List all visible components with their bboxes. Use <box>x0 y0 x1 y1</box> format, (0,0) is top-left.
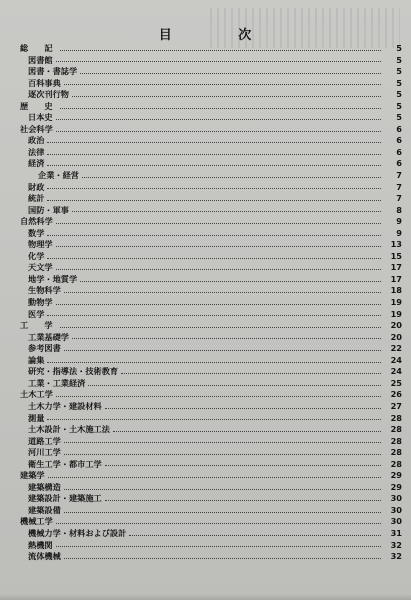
toc-entry <box>0 43 411 55</box>
toc-entry-page-number: 22 <box>390 343 402 354</box>
toc-entry-page-number: 6 <box>396 123 402 134</box>
dot-leader <box>56 246 381 247</box>
dot-leader <box>80 73 381 74</box>
toc-entry-page-number: 5 <box>396 66 402 77</box>
toc-entry <box>0 135 411 147</box>
toc-entry-page-number: 20 <box>390 320 402 331</box>
toc-entry-label: 研究・指導法・技術教育 <box>28 366 119 377</box>
dot-leader <box>56 269 381 270</box>
dot-leader <box>60 327 381 328</box>
toc-entry-label: 土木工学 <box>20 389 53 400</box>
toc-entry <box>0 366 411 378</box>
dot-leader <box>64 350 381 351</box>
toc-entry-page-number: 5 <box>396 112 402 123</box>
toc-entry-label: 統計 <box>28 193 45 204</box>
toc-entry-label: 測量 <box>28 412 45 423</box>
dot-leader <box>105 465 381 466</box>
toc-entry <box>0 436 411 448</box>
dot-leader <box>72 96 381 97</box>
toc-entry-label: 百科事典 <box>28 77 61 88</box>
dot-leader <box>60 50 381 51</box>
dot-leader <box>56 523 381 524</box>
toc-entry <box>0 89 411 101</box>
toc-entry <box>0 424 411 436</box>
toc-entry-page-number: 9 <box>396 227 402 238</box>
toc-entry <box>0 285 411 297</box>
toc-entry-page-number: 32 <box>390 539 402 550</box>
dot-leader <box>48 477 381 478</box>
toc-entry-page-number: 28 <box>390 412 402 423</box>
toc-entry <box>0 528 411 540</box>
toc-entry-page-number: 25 <box>390 377 402 388</box>
toc-entry-label: 建築学 <box>20 470 45 481</box>
toc-entry <box>0 228 411 240</box>
dot-leader <box>47 142 381 143</box>
toc-entry-page-number: 18 <box>390 285 402 296</box>
toc-entry <box>0 516 411 528</box>
toc-entry <box>0 413 411 425</box>
dot-leader <box>80 281 381 282</box>
toc-entry <box>0 505 411 517</box>
dot-leader <box>56 61 381 62</box>
toc-entry-page-number: 7 <box>396 170 402 181</box>
toc-entry-label: 自然科学 <box>20 216 53 227</box>
toc-entry-label: 財政 <box>28 181 45 192</box>
dot-leader <box>60 108 381 109</box>
toc-entry-label: 医学 <box>28 308 45 319</box>
toc-entry-label: 化学 <box>28 250 45 261</box>
toc-entry-label: 熱機関 <box>28 539 53 550</box>
toc-entry-label: 経済 <box>28 158 45 169</box>
toc-entry <box>0 470 411 482</box>
toc-entry-label: 工 学 <box>20 320 57 331</box>
toc-entry <box>0 170 411 182</box>
toc-entry <box>0 447 411 459</box>
toc-entry-label: 建築構造 <box>28 481 61 492</box>
dot-leader <box>88 385 381 386</box>
toc-entry-label: 政治 <box>28 135 45 146</box>
toc-entry-page-number: 30 <box>390 493 402 504</box>
toc-entry-page-number: 6 <box>396 158 402 169</box>
toc-entry-page-number: 5 <box>396 100 402 111</box>
toc-entry <box>0 239 411 251</box>
toc-entry-label: 土木設計・土木施工法 <box>28 424 110 435</box>
title-char-right: 次 <box>238 28 253 43</box>
toc-entry-label: 建築設計・建築施工 <box>28 493 102 504</box>
toc-entry <box>0 78 411 90</box>
toc-entry-page-number: 29 <box>390 470 402 481</box>
toc-entry <box>0 309 411 321</box>
toc-entry-page-number: 5 <box>396 89 402 100</box>
toc-entry-label: 逐次刊行物 <box>28 89 69 100</box>
dot-leader <box>105 500 381 501</box>
toc-entry-page-number: 6 <box>396 146 402 157</box>
dot-leader <box>72 338 381 339</box>
dot-leader <box>129 535 381 536</box>
toc-entry-page-number: 24 <box>390 354 402 365</box>
toc-entry <box>0 343 411 355</box>
toc-entry-label: 生物科学 <box>28 285 61 296</box>
dot-leader <box>47 165 381 166</box>
toc-entry <box>0 193 411 205</box>
toc-entry-page-number: 20 <box>390 331 402 342</box>
toc-entry-page-number: 32 <box>390 551 402 562</box>
dot-leader <box>47 362 381 363</box>
toc-entry-label: 動物学 <box>28 297 53 308</box>
dot-leader <box>64 442 381 443</box>
toc-entry-label: 機械工学 <box>20 516 53 527</box>
toc-entry <box>0 482 411 494</box>
toc-entry-page-number: 6 <box>396 135 402 146</box>
toc-entry-label: 道路工学 <box>28 435 61 446</box>
toc-entry-page-number: 28 <box>390 447 402 458</box>
toc-entry <box>0 459 411 471</box>
toc-entry-label: 法律 <box>28 146 45 157</box>
toc-entry <box>0 101 411 113</box>
toc-entry-page-number: 29 <box>390 481 402 492</box>
toc-entry <box>0 332 411 344</box>
toc-entry <box>0 182 411 194</box>
toc-entry-page-number: 5 <box>396 54 402 65</box>
toc-entry <box>0 551 411 563</box>
dot-leader <box>56 546 381 547</box>
dot-leader <box>64 292 381 293</box>
toc-entry <box>0 66 411 78</box>
toc-entry-label: 工業基礎学 <box>28 331 69 342</box>
toc-entry <box>0 262 411 274</box>
toc-entry-page-number: 13 <box>390 239 402 250</box>
dot-leader <box>47 315 381 316</box>
toc-entry-label: 図書館 <box>28 54 53 65</box>
toc-entry-page-number: 17 <box>390 273 402 284</box>
toc-entry-label: 土木力学・建設材料 <box>28 400 102 411</box>
dot-leader <box>113 431 381 432</box>
dot-leader <box>47 419 381 420</box>
toc-entry-label: 総 記 <box>20 43 57 53</box>
toc-entry-label: 機械力学・材料および設計 <box>28 527 127 538</box>
toc-entry-page-number: 28 <box>390 424 402 435</box>
dot-leader <box>64 512 381 513</box>
dot-leader <box>56 131 381 132</box>
toc-entry <box>0 147 411 159</box>
page-title <box>0 24 411 43</box>
toc-entry-page-number: 28 <box>390 458 402 469</box>
toc-entry-page-number: 7 <box>396 193 402 204</box>
toc-entry-page-number: 30 <box>390 516 402 527</box>
dot-leader <box>56 119 381 120</box>
dot-leader <box>82 177 381 178</box>
toc-entry-label: 建築設備 <box>28 504 61 515</box>
toc-entry <box>0 389 411 401</box>
dot-leader <box>47 188 381 189</box>
toc-entry-page-number: 7 <box>396 181 402 192</box>
toc-entry-label: 天文学 <box>28 262 53 273</box>
dot-leader <box>47 235 381 236</box>
toc-entry-label: 日本史 <box>28 112 53 123</box>
toc-entry <box>0 55 411 67</box>
page-edge-shadow <box>0 594 411 600</box>
dot-leader <box>47 258 381 259</box>
table-of-contents <box>0 43 411 563</box>
toc-entry-page-number: 5 <box>396 43 402 53</box>
dot-leader <box>56 396 381 397</box>
toc-entry-page-number: 26 <box>390 389 402 400</box>
toc-entry <box>0 274 411 286</box>
toc-entry-page-number: 30 <box>390 504 402 515</box>
toc-entry-label: 数学 <box>28 227 45 238</box>
dot-leader <box>121 373 381 374</box>
toc-entry-page-number: 8 <box>396 204 402 215</box>
toc-entry-page-number: 17 <box>390 262 402 273</box>
toc-entry-label: 国防・軍事 <box>28 204 69 215</box>
toc-entry-label: 社会科学 <box>20 123 53 134</box>
toc-entry-page-number: 15 <box>390 250 402 261</box>
toc-entry-label: 企業・経営 <box>38 170 79 181</box>
dot-leader <box>64 454 381 455</box>
toc-entry-label: 河川工学 <box>28 447 61 458</box>
title-char-left: 目 <box>158 28 173 43</box>
toc-entry-label: 衛生工学・都市工学 <box>28 458 102 469</box>
dot-leader <box>64 84 381 85</box>
toc-entry <box>0 216 411 228</box>
dot-leader <box>56 304 381 305</box>
toc-entry <box>0 251 411 263</box>
toc-entry <box>0 205 411 217</box>
toc-entry-page-number: 19 <box>390 308 402 319</box>
toc-entry-label: 流体機械 <box>28 551 61 562</box>
toc-entry-page-number: 28 <box>390 435 402 446</box>
toc-entry-page-number: 9 <box>396 216 402 227</box>
toc-entry-label: 歴 史 <box>20 100 57 111</box>
toc-entry-label: 地学・地質学 <box>28 273 78 284</box>
dot-leader <box>64 489 381 490</box>
dot-leader <box>105 408 381 409</box>
toc-entry-label: 物理学 <box>28 239 53 250</box>
toc-entry <box>0 320 411 332</box>
toc-entry <box>0 297 411 309</box>
toc-entry-page-number: 5 <box>396 77 402 88</box>
dot-leader <box>56 223 381 224</box>
toc-entry-label: 参考図書 <box>28 343 61 354</box>
toc-entry <box>0 401 411 413</box>
dot-leader <box>72 211 381 212</box>
toc-entry <box>0 158 411 170</box>
toc-entry <box>0 355 411 367</box>
toc-entry <box>0 124 411 136</box>
toc-entry-label: 図書・書誌学 <box>28 66 78 77</box>
toc-entry-page-number: 19 <box>390 297 402 308</box>
toc-entry-label: 工業・工業経済 <box>28 377 86 388</box>
dot-leader <box>47 154 381 155</box>
toc-entry <box>0 493 411 505</box>
toc-entry-page-number: 24 <box>390 366 402 377</box>
dot-leader <box>47 200 381 201</box>
toc-entry <box>0 540 411 552</box>
toc-entry-page-number: 31 <box>390 527 402 538</box>
toc-entry-label: 論集 <box>28 354 45 365</box>
toc-entry <box>0 378 411 390</box>
toc-entry-page-number: 27 <box>390 400 402 411</box>
dot-leader <box>64 558 381 559</box>
toc-entry <box>0 112 411 124</box>
